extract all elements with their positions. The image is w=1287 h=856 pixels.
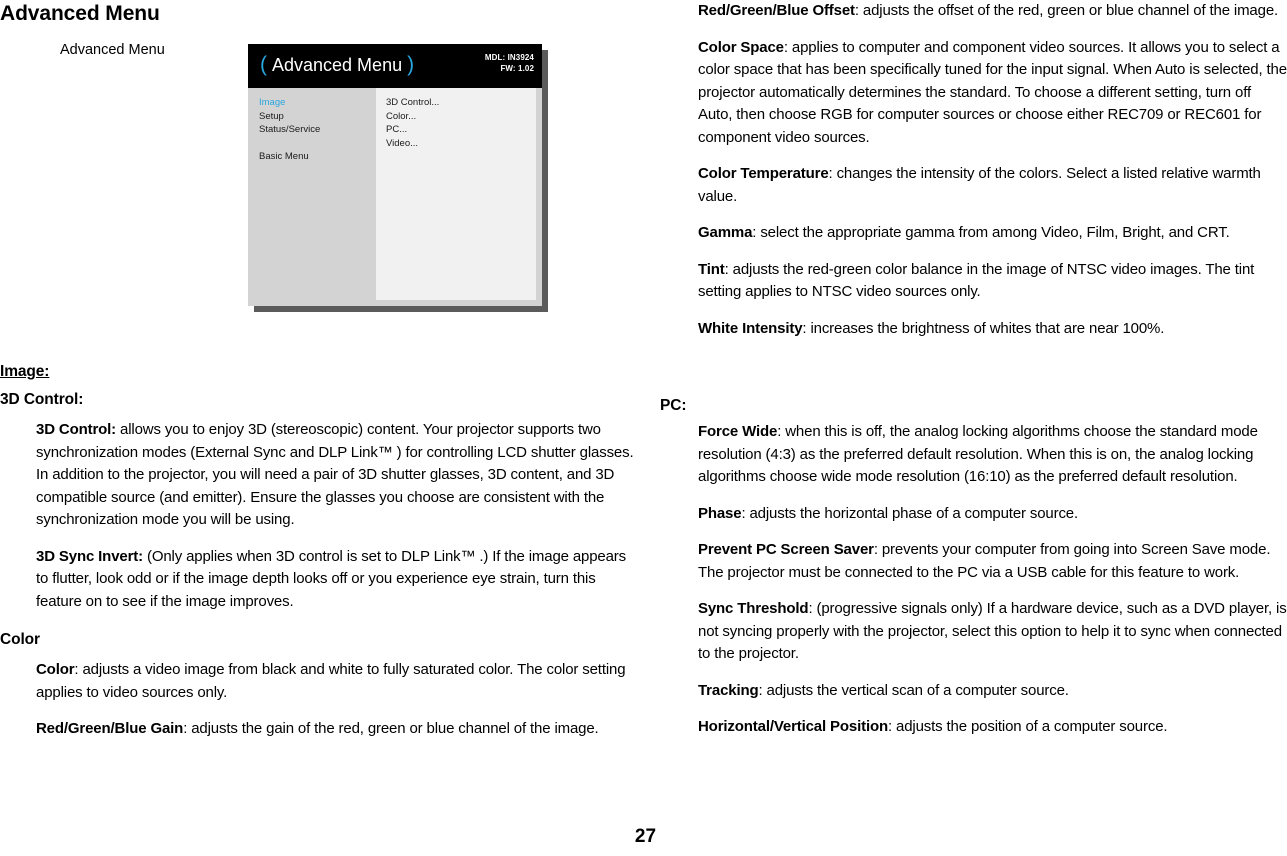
heading-color: Color (0, 631, 40, 648)
term-white-intensity: White Intensity (698, 319, 803, 337)
text-prevent-screen-saver: : prevents your computer from going into Screen Save mode. The projector must be connected to the PC via a USB cable for this feature to work. (698, 541, 1271, 581)
osd-submenu-item-pc[interactable]: PC... (386, 124, 408, 135)
osd-model-label: MDL: IN3924 (484, 53, 534, 62)
page-title: Advanced Menu (0, 2, 160, 25)
paragraph-white-intensity (698, 318, 1287, 341)
osd-menu-figure (248, 44, 548, 312)
figure-caption: Advanced Menu (60, 42, 165, 58)
osd-header (248, 44, 542, 88)
paragraph-tint (698, 259, 1287, 304)
paragraph-color (36, 659, 636, 704)
osd-title-group (260, 53, 414, 77)
text-tracking: : adjusts the vertical scan of a computer source. (758, 681, 1069, 699)
paragraph-gamma (698, 222, 1287, 245)
osd-firmware-label: FW: 1.02 (500, 64, 534, 73)
osd-nav-item-setup[interactable]: Setup (259, 110, 284, 122)
paragraph-3d-sync-invert (36, 546, 636, 614)
right-paren-icon: ) (407, 53, 415, 76)
text-3d-sync-invert: (Only applies when 3D control is set to DLP Link™ .) If the image appears to flutter, look odd or if the image depth looks off or you experience eye strain, turn this feature on to see if the image improves. (36, 547, 626, 610)
term-color: Color (36, 661, 75, 678)
text-hv-position: : adjusts the position of a computer source. (888, 718, 1168, 735)
term-prevent-screen-saver: Prevent PC Screen Saver (698, 541, 874, 558)
text-color-temperature: : changes the intensity of the colors. Select a listed relative warmth value. (698, 165, 1261, 205)
term-tracking: Tracking (698, 681, 759, 699)
left-paren-icon: ( (260, 53, 267, 76)
left-column-body (0, 362, 636, 752)
text-force-wide: : when this is off, the analog locking algorithms choose the standard mode resolution (4:3) as the preferred default resolution. When this is on, the analog locking algorithms choose wide mode resolution (16:10) as the preferred default resolution. (698, 423, 1258, 485)
text-color: : adjusts a video image from black and white to fully saturated color. The color setting applies to video sources only. (36, 661, 626, 701)
text-3d-control: allows you to enjoy 3D (stereoscopic) content. Your projector supports two synchronization modes (External Sync and DLP Link™ ) for controlling LCD shutter glasses. In addition to the projector, you will need a pair of 3D shutter glasses, 3D content, and 3D compatible source (and emitter). Ensure the glasses you choose are consistent with the synchronization mode you will be using. (36, 421, 634, 528)
text-phase: : adjusts the horizontal phase of a computer source. (741, 504, 1079, 522)
term-3d-control: 3D Control: (36, 421, 117, 438)
heading-pc: PC: (660, 397, 687, 414)
paragraph-color-space (698, 37, 1287, 150)
paragraph-sync-threshold (698, 598, 1287, 666)
paragraph-rgb-gain (36, 718, 636, 741)
term-gamma: Gamma (698, 224, 753, 241)
page-number-value: 27 (634, 826, 657, 847)
osd-submenu-item-video[interactable]: Video... (386, 137, 419, 149)
term-force-wide: Force Wide (698, 423, 778, 440)
page-number (0, 826, 1287, 848)
term-hv-position: Horizontal/Vertical Position (698, 718, 889, 735)
term-sync-threshold: Sync Threshold (698, 600, 809, 617)
text-rgb-gain: : adjusts the gain of the red, green or blue channel of the image. (183, 720, 599, 737)
text-white-intensity: : increases the brightness of whites that are near 100%. (802, 319, 1165, 337)
paragraph-tracking (698, 680, 1287, 703)
osd-body (248, 88, 542, 306)
term-3d-sync-invert: 3D Sync Invert: (36, 547, 143, 565)
osd-device-info (485, 52, 534, 74)
text-gamma: : select the appropriate gamma from among Video, Film, Bright, and CRT. (752, 224, 1230, 241)
term-color-space: Color Space (698, 38, 784, 56)
term-phase: Phase (698, 504, 742, 522)
right-column-pc-body (698, 421, 1287, 750)
paragraph-force-wide (698, 421, 1287, 489)
heading-3d-control: 3D Control: (0, 391, 84, 408)
osd-submenu-item-color[interactable]: Color... (386, 110, 417, 122)
paragraph-rgb-offset (698, 0, 1287, 23)
term-color-temperature: Color Temperature (698, 165, 829, 182)
osd-submenu-list (376, 88, 536, 300)
paragraph-prevent-screen-saver (698, 539, 1287, 584)
left-column (0, 0, 648, 830)
term-rgb-gain: Red/Green/Blue Gain (36, 720, 184, 737)
paragraph-3d-control (36, 419, 636, 532)
paragraph-hv-position (698, 716, 1287, 739)
text-color-space: : applies to computer and component video sources. It allows you to select a color space that has been specifically tuned for the input signal. When Auto is selected, the projector automatically determines the standard. To choose a different setting, turn off Auto, then choose RGB for computer sources or choose either REC709 or REC601 for component video sources. (698, 38, 1287, 146)
osd-nav-item-status-service[interactable]: Status/Service (259, 124, 321, 135)
osd-window (248, 44, 542, 306)
right-column (660, 0, 1287, 830)
right-column-body (698, 0, 1287, 351)
text-rgb-offset: : adjusts the offset of the red, green or blue channel of the image. (854, 2, 1279, 19)
paragraph-color-temperature (698, 163, 1287, 208)
term-tint: Tint (698, 260, 725, 278)
paragraph-phase (698, 503, 1287, 526)
osd-nav-item-image[interactable]: Image (259, 97, 286, 108)
osd-title-text: Advanced Menu (272, 55, 403, 75)
osd-submenu-item-3d-control[interactable]: 3D Control... (386, 97, 440, 108)
text-tint: : adjusts the red-green color balance in the image of NTSC video images. The tint setting applies to NTSC video sources only. (698, 260, 1255, 300)
osd-nav-item-basic-menu[interactable]: Basic Menu (259, 150, 309, 162)
heading-image: Image: (0, 363, 50, 380)
term-rgb-offset: Red/Green/Blue Offset (698, 2, 855, 19)
text-sync-threshold: : (progressive signals only) If a hardware device, such as a DVD player, is not syncing properly with the projector, select this option to help it to sync when connected to the projector. (698, 600, 1287, 662)
osd-nav-list (248, 88, 376, 300)
